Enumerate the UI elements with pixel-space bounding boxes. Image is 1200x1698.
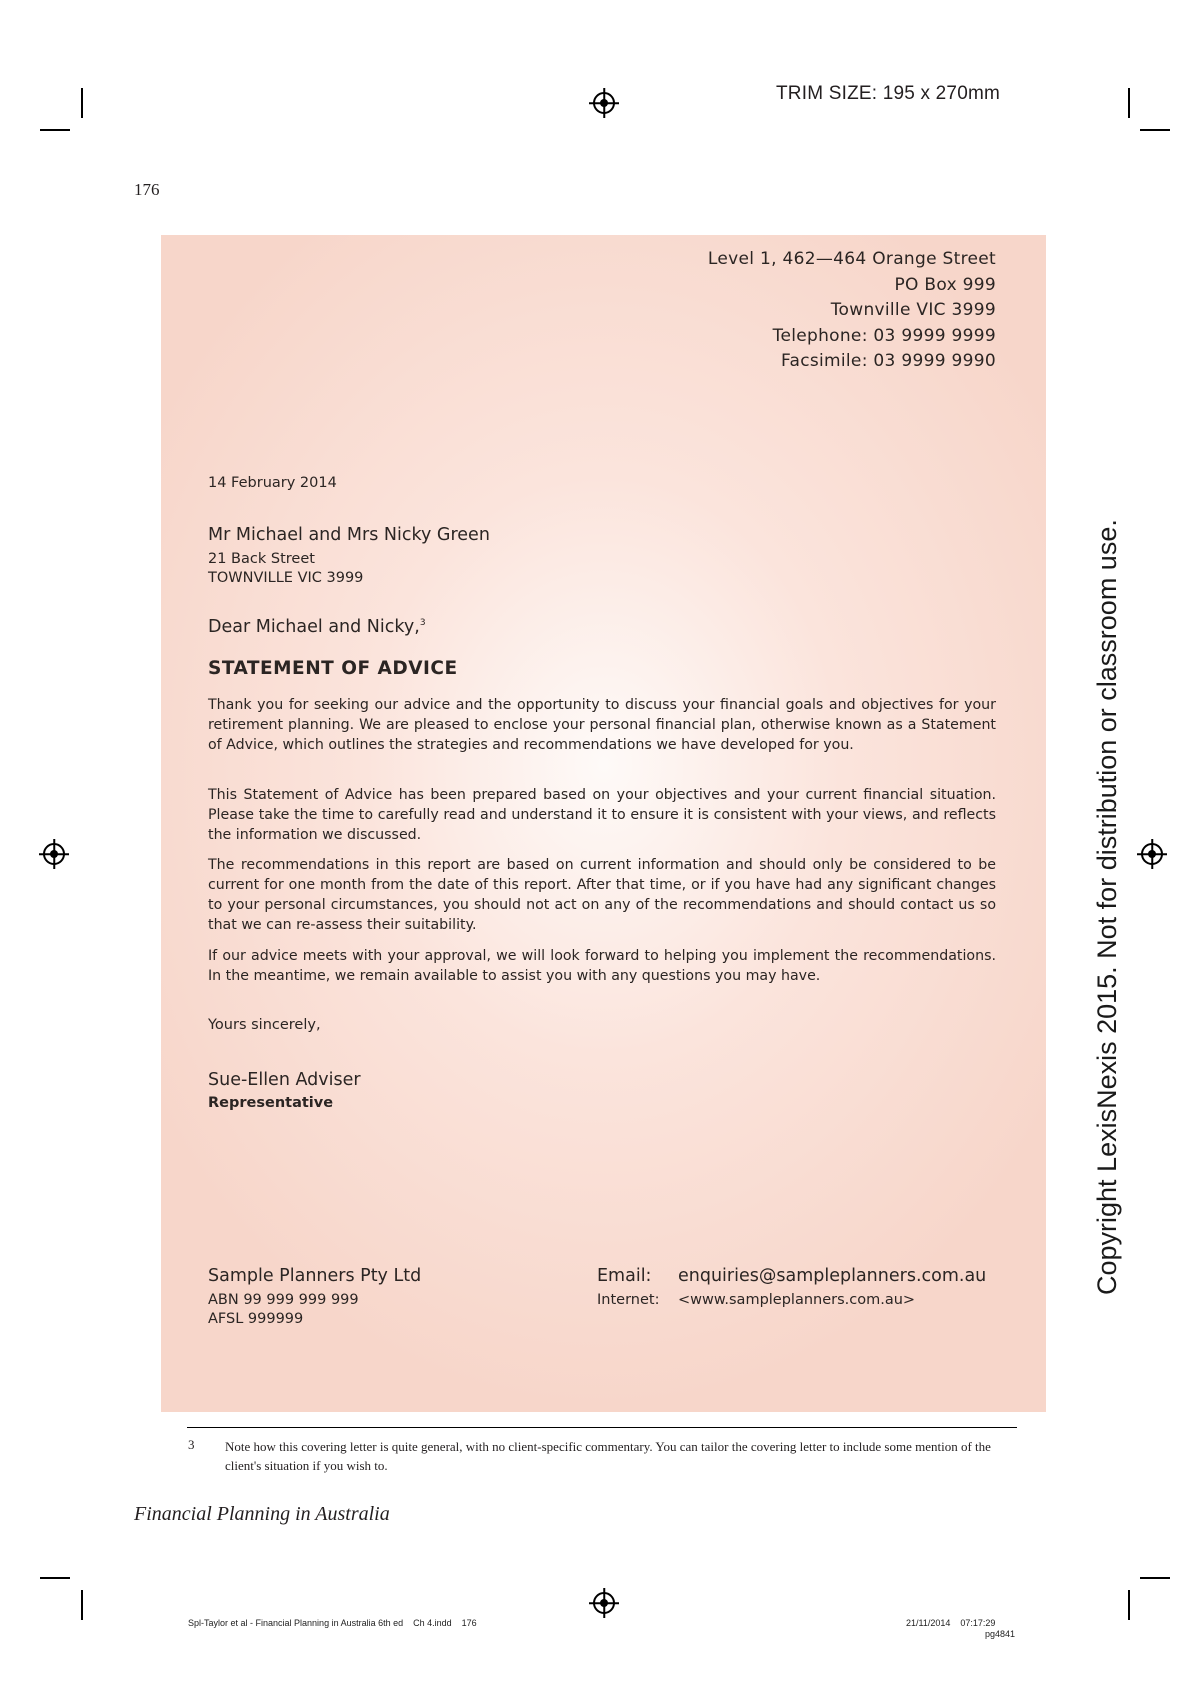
signer-title: Representative [208, 1095, 334, 1111]
copyright-notice: Copyright LexisNexis 2015. Not for distribution or classroom use. [1092, 519, 1122, 1295]
address-line: Level 1, 462—464 Orange Street [707, 249, 996, 269]
crop-mark [40, 1577, 70, 1579]
footnote-number: 3 [188, 1437, 195, 1452]
crop-mark [1128, 1590, 1130, 1620]
registration-mark-icon [593, 92, 615, 114]
crop-mark [1140, 129, 1170, 131]
book-title: Financial Planning in Australia [134, 1503, 390, 1525]
email-label: Email: [597, 1266, 652, 1286]
registration-mark-icon [1141, 843, 1163, 865]
crop-mark [1128, 88, 1130, 118]
email-address: enquiries@sampleplanners.com.au [678, 1266, 987, 1286]
footnote-divider [187, 1427, 1017, 1428]
address-line: Townville VIC 3999 [830, 300, 996, 320]
slug-date: 21/11/2014 07:17:29 [906, 1618, 996, 1628]
page-number: 176 [134, 180, 160, 199]
letter-heading: STATEMENT OF ADVICE [208, 658, 458, 679]
trim-size-label: TRIM SIZE: 195 x 270mm [776, 83, 1001, 104]
registration-mark-icon [593, 1592, 615, 1614]
salutation-text: Dear Michael and Nicky, [208, 617, 420, 637]
recipient-name: Mr Michael and Mrs Nicky Green [208, 525, 490, 545]
body-paragraph: This Statement of Advice has been prepared based on your objectives and your current financial situation. Please take the time to carefully read and understand it to ensure it is consistent with your views, and reflects the information we discussed. [208, 787, 996, 843]
body-paragraph: Thank you for seeking our advice and the opportunity to discuss your financial goals and objectives for your retirement planning. We are pleased to enclose your personal financial plan, otherwise known as a Statement of Advice, which outlines the strategies and recommendations we have developed for you. [208, 697, 996, 753]
registration-mark-icon [43, 843, 65, 865]
recipient-street: 21 Back Street [208, 551, 315, 567]
body-paragraph: If our advice meets with your approval, we will look forward to helping you implement the recommendations. In the meantime, we remain available to assist you with any questions you may have. [208, 948, 996, 984]
recipient-city: TOWNVILLE VIC 3999 [208, 570, 364, 586]
slug-file-info: Spl-Taylor et al - Financial Planning in Australia 6th ed Ch 4.indd 176 [188, 1618, 477, 1628]
company-afsl: AFSL 999999 [208, 1311, 304, 1327]
signer-name: Sue-Ellen Adviser [208, 1070, 361, 1090]
address-line: Facsimile: 03 9999 9990 [780, 351, 996, 371]
company-name: Sample Planners Pty Ltd [208, 1266, 422, 1286]
footnote-text: Note how this covering letter is quite general, with no client-specific commentary. You can tailor the covering letter to include some mention of the client's situation if you wish to. [225, 1439, 991, 1473]
company-abn: ABN 99 999 999 999 [208, 1292, 359, 1308]
crop-mark [81, 88, 83, 118]
body-paragraph: The recommendations in this report are based on current information and should only be considered to be current for one month from the date of this report. After that time, or if you have had any significant changes to your personal circumstances, you should not act on any of the recommendations and should contact us so that we can re-assess their suitability. [208, 857, 996, 933]
address-line: Telephone: 03 9999 9999 [772, 326, 996, 346]
crop-mark [40, 129, 70, 131]
internet-label: Internet: [597, 1292, 660, 1308]
closing: Yours sincerely, [208, 1017, 321, 1033]
letter-panel [161, 235, 1046, 1412]
footnote-reference: 3 [419, 618, 426, 629]
slug-code: pg4841 [985, 1629, 1016, 1639]
crop-mark [1140, 1577, 1170, 1579]
address-line: PO Box 999 [894, 275, 996, 295]
salutation [208, 617, 426, 637]
crop-mark [81, 1590, 83, 1620]
internet-address: <www.sampleplanners.com.au> [678, 1292, 916, 1308]
letter-date: 14 February 2014 [208, 475, 337, 491]
